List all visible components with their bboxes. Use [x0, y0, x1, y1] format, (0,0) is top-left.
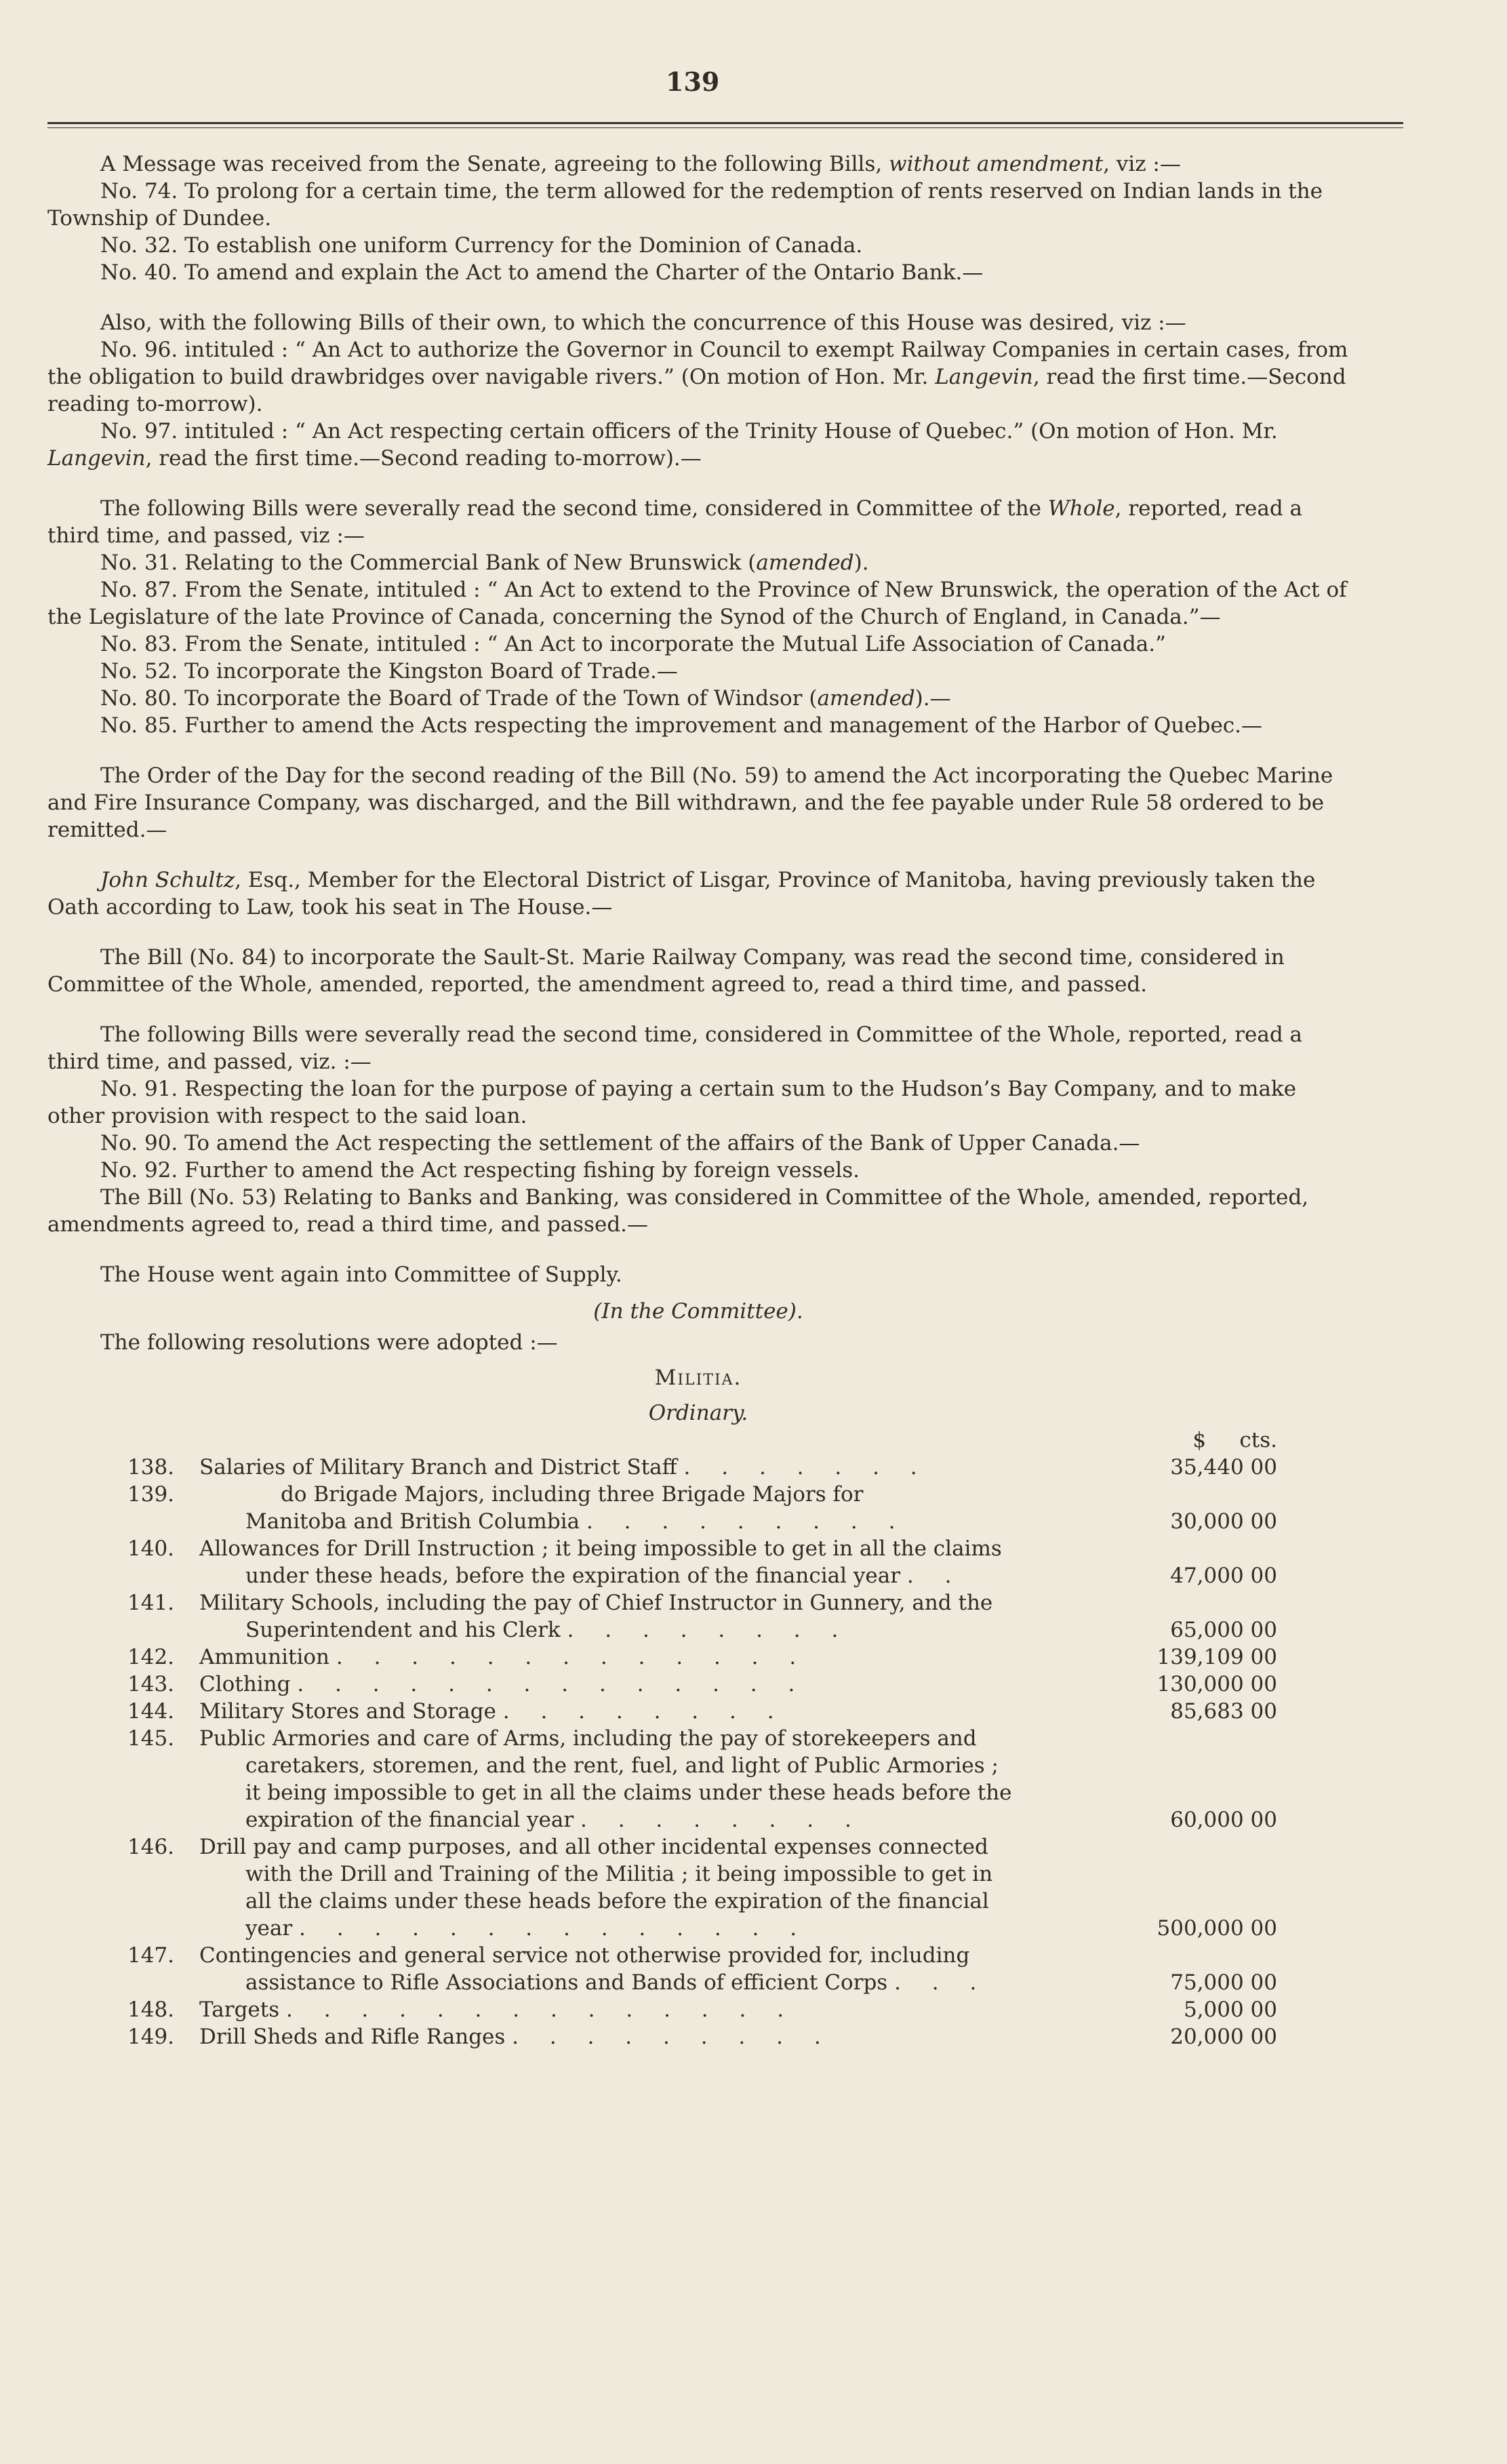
resolution-row: 141. Military Schools, including the pay of Chief Instructor in Gunnery, and the Superintendent and his Clerk . . . . . . . . 65,000 00: [127, 1591, 1277, 1642]
second-reading-intro: The following Bills were severally read the second time, considered in Committee of the Whole, reported, read a third time, and passed, viz :—: [47, 496, 1303, 548]
bill-92: No. 92. Further to amend the Act respecting fishing by foreign vessels.: [100, 1158, 860, 1183]
bill-96: No. 96. intituled : “ An Act to authorize the Governor in Council to exempt Railway Companies in certain cases, from the obligation to build drawbridges over navigable rivers.” (On motion of Hon. Mr. Langevin, read the first time.—Second reading to-morrow).: [47, 338, 1348, 416]
bill-31: No. 31. Relating to the Commercial Bank of New Brunswick (amended).: [100, 551, 869, 575]
resolution-row: 143. Clothing . . . . . . . . . . . . . . 130,000 00: [127, 1672, 1277, 1696]
bill-52: No. 52. To incorporate the Kingston Board of Trade.—: [100, 659, 678, 683]
senate-bill: No. 74. To prolong for a certain time, the term allowed for the redemption of rents reserved on Indian lands in the Township of Dundee.: [47, 179, 1323, 231]
cents-header: cts.: [1239, 1428, 1277, 1452]
resolution-row: 147. Contingencies and general service not otherwise provided for, including assistance to Rifle Associations and Bands of efficient Corps . . . 75,000 00: [127, 1943, 1277, 1995]
page-number: 139: [666, 66, 720, 97]
own-bills-intro: Also, with the following Bills of their own, to which the concurrence of this House was desired, viz :—: [100, 311, 1186, 335]
resolutions-intro: The following resolutions were adopted :—: [100, 1330, 558, 1355]
resolution-row: 140. Allowances for Drill Instruction ; it being impossible to get in all the claims under these heads, before the expiration of the financial year . . 47,000 00: [127, 1536, 1277, 1588]
resolution-row: 139. do Brigade Majors, including three Brigade Majors for Manitoba and British Columbia . . . . . . . . . 30,000 00: [127, 1482, 1277, 1534]
resolution-row: 138. Salaries of Military Branch and District Staff . . . . . . . 35,440 00: [127, 1455, 1277, 1479]
senate-bill: No. 32. To establish one uniform Currency for the Dominion of Canada.: [100, 233, 863, 258]
schultz-seat: John Schultz, Esq., Member for the Electoral District of Lisgar, Province of Manitoba, having previously taken the Oath according to Law, took his seat in The House.—: [47, 868, 1316, 919]
bill-87: No. 87. From the Senate, intituled : “ An Act to extend to the Province of New Brunswick, the operation of the Act of the Legislature of the late Province of Canada, concerning the Synod of the Church of England, in Canada.”—: [47, 578, 1347, 629]
bill-85: No. 85. Further to amend the Acts respecting the improvement and management of the Harbor of Quebec.—: [100, 713, 1263, 738]
bill-91: No. 91. Respecting the loan for the purpose of paying a certain sum to the Hudson’s Bay Company, and to make other provision with respect to the said loan.: [47, 1077, 1297, 1128]
sault-bill: The Bill (No. 84) to incorporate the Sault-St. Marie Railway Company, was read the second time, considered in Committee of the Whole, amended, reported, the amendment agreed to, read a third time, and passed.: [47, 945, 1285, 997]
resolution-row: 149. Drill Sheds and Rifle Ranges . . . . . . . . . 20,000 00: [127, 2025, 1277, 2049]
bill-97: No. 97. intituled : “ An Act respecting certain officers of the Trinity House of Quebec.” (On motion of Hon. Mr. Langevin, read the first time.—Second reading to-morrow).—: [47, 419, 1278, 471]
bill-80: No. 80. To incorporate the Board of Trade of the Town of Windsor (amended).—: [100, 686, 951, 711]
header-rule-thin: [47, 127, 1403, 128]
header-rule: [47, 122, 1403, 124]
resolution-row: 148. Targets . . . . . . . . . . . . . . 5,000 00: [127, 1998, 1277, 2022]
bill-53: The Bill (No. 53) Relating to Banks and Banking, was considered in Committee of the Whole, amended, reported, amendments agreed to, read a third time, and passed.—: [47, 1185, 1309, 1237]
page-body: [47, 151, 1349, 2050]
senate-message-intro: A Message was received from the Senate, agreeing to the following Bills, without amendment, viz :—: [100, 152, 1181, 176]
senate-bill: No. 40. To amend and explain the Act to amend the Charter of the Ontario Bank.—: [100, 260, 984, 285]
column-header-row: [127, 1427, 1318, 1454]
resolution-row: 146. Drill pay and camp purposes, and all other incidental expenses connected with the Drill and Training of the Militia ; it being impossible to get in all the claims under these heads before the expiration of the financial year . . . . . . . . . . . . . . 500,000 00: [127, 1835, 1277, 1941]
resolution-row: 145. Public Armories and care of Arms, including the pay of storekeepers and caretakers, storemen, and the rent, fuel, and light of Public Armories ; it being impossible to get in all the claims under these heads before the expiration of the financial year . . . . . . . . 60,000 00: [127, 1726, 1277, 1832]
whole-bills-intro: The following Bills were severally read the second time, considered in Committee of the Whole, reported, read a third time, and passed, viz. :—: [47, 1022, 1303, 1074]
bill-90: No. 90. To amend the Act respecting the settlement of the affairs of the Bank of Upper Canada.—: [100, 1131, 1140, 1155]
order-discharged: The Order of the Day for the second reading of the Bill (No. 59) to amend the Act incorporating the Quebec Marine and Fire Insurance Company, was discharged, and the Bill withdrawn, and the fee payable under Rule 58 ordered to be remitted.—: [47, 763, 1333, 842]
ordinary-heading: Ordinary.: [648, 1401, 748, 1425]
bill-83: No. 83. From the Senate, intituled : “ An Act to incorporate the Mutual Life Association of Canada.”: [100, 632, 1166, 656]
resolution-row: 144. Military Stores and Storage . . . . . . . . 85,683 00: [127, 1699, 1277, 1724]
resolution-row: 142. Ammunition . . . . . . . . . . . . . 139,109 00: [127, 1645, 1277, 1669]
committee-of-supply: The House went again into Committee of Supply.: [100, 1263, 622, 1287]
dollars-header: $: [1192, 1428, 1207, 1452]
in-committee-heading: (In the Committee).: [593, 1299, 803, 1324]
resolutions-table: [127, 1427, 1318, 2050]
militia-heading: Militia.: [654, 1366, 742, 1390]
